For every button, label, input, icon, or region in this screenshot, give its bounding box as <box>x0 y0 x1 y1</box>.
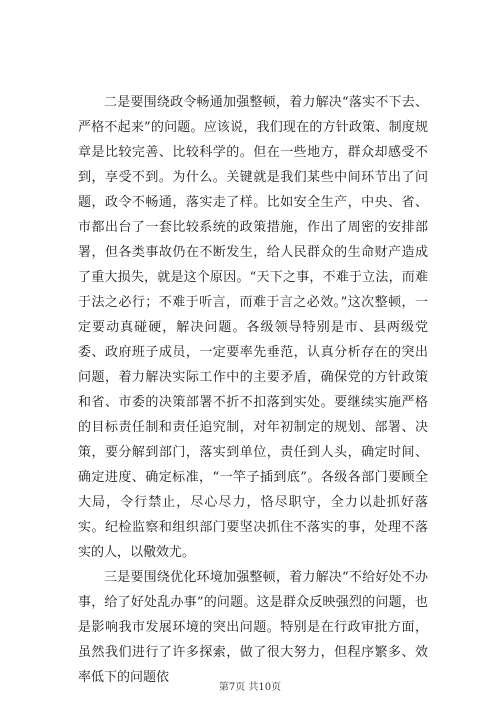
paragraph-3: 三是要围绕优化环境加强整顿，着力解决“不给好处不办事，给了好处乱办事”的问题。这是群众反映强烈的问题，也是影响我市发展环境的突出问题。特别是在行政审批方面，虽然我们进行了许多探索，做了很大努力，但程序繁多、效率低下的问题依 <box>78 570 428 685</box>
paragraph-2: 二是要围绕政令畅通加强整顿，着力解决“落实不下去、严格不起来”的问题。应该说，我们现在的方针政策、制度规章是比较完善、比较科学的。但在一些地方，群众却感受不到，享受不到。为什么。关键就是我们某些中间环节出了问题，政令不畅通，落实走了样。比如安全生产，中央、省、市都出台了一套比较系统的政策措施，作出了周密的安排部署，但各类事故仍在不断发生，给人民群众的生命财产造成了重大损失，就是这个原因。“天下之事，不难于立法，而难于法之必行；不难于听言，而难于言之必效。”这次整顿，一定要动真碰硬，解决问题。各级领导特别是市、县两级党委、政府班子成员，一定要率先垂范，认真分析存在的突出问题，着力解决实际工作中的主要矛盾，确保党的方针政策和省、市委的决策部署不折不扣落到实处。要继续实施严格的目标责任制和责任追究制，对年初制定的规划、部署、决策，要分解到部门，落实到单位，责任到人头，确定时间、确定进度、确定标准，“一竿子插到底”。各级各部门要顾全大局，令行禁止，尽心尽力，恪尽职守，全力以赴抓好落实。纪检监察和组织部门要坚决抓住不落实的事，处理不落实的人，以儆效尤。 <box>78 95 428 560</box>
document-body <box>78 90 428 690</box>
page-footer: 第7页 共10页 <box>218 682 282 693</box>
